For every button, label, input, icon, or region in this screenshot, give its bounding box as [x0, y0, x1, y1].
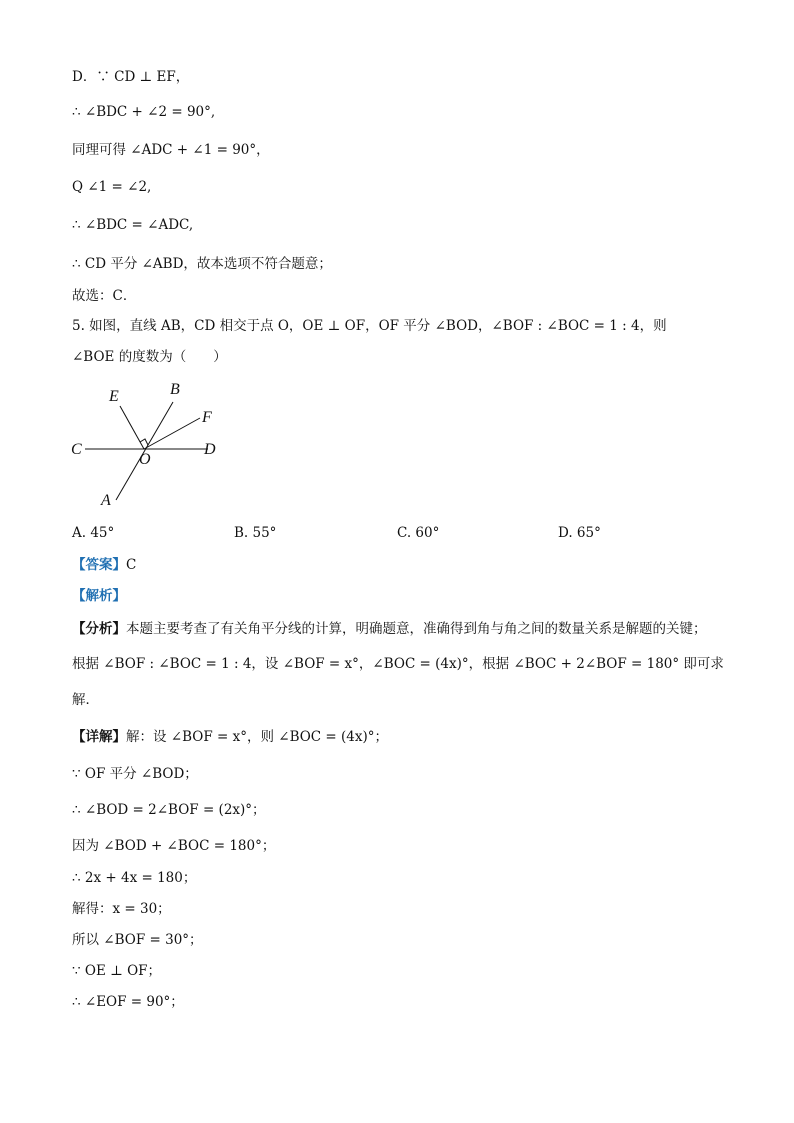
- solution-line-7: 故选：C．: [72, 288, 137, 304]
- detail-line-4: 因为 ∠BOD + ∠BOC = 180°；: [72, 838, 276, 854]
- analysis-text-1: 本题主要考查了有关角平分线的计算，明确题意，准确得到角与角之间的数量关系是解题的关键；: [126, 621, 707, 637]
- detail-line-3: ∴ ∠BOD = 2∠BOF = (2x)°；: [72, 802, 266, 818]
- question-text: 5. 如图，直线 AB，CD 相交于点 O，OE ⊥ OF，OF 平分 ∠BOD，∠BOF : ∠BOC = 1 : 4，则: [72, 318, 667, 334]
- label-E: E: [109, 388, 119, 405]
- answer-tag: 【答案】: [72, 557, 126, 573]
- question-text-cont: ∠BOE 的度数为（ ）: [72, 349, 227, 365]
- answer-value: C: [126, 557, 137, 573]
- ray-oe: [120, 406, 144, 449]
- option-a: A. 45°: [72, 525, 115, 541]
- solution-line-1: D．∵ CD ⊥ EF，: [72, 69, 190, 85]
- label-C: C: [71, 441, 82, 458]
- label-A: A: [101, 492, 111, 509]
- detail-line-5: ∴ 2x + 4x = 180；: [72, 870, 197, 886]
- answer-line: [72, 556, 136, 574]
- detail-line-2: ∵ OF 平分 ∠BOD；: [72, 766, 198, 782]
- analysis-tag: 【解析】: [72, 588, 126, 604]
- solution-line-5: ∴ ∠BDC = ∠ADC,: [72, 217, 194, 233]
- label-D: D: [204, 441, 216, 458]
- option-c: C. 60°: [397, 525, 440, 541]
- label-O: O: [139, 451, 151, 468]
- detail-line-9: ∴ ∠EOF = 90°；: [72, 994, 184, 1010]
- detail-line-8: ∵ OE ⊥ OF；: [72, 963, 162, 979]
- ray-of: [144, 418, 200, 449]
- detail-label: 【详解】: [72, 729, 126, 745]
- analysis-line-1: [72, 620, 707, 638]
- option-b: B. 55°: [234, 525, 277, 541]
- analysis-label: 【分析】: [72, 621, 126, 637]
- geometry-figure: [60, 372, 240, 512]
- detail-text-1: 解：设 ∠BOF = x°，则 ∠BOC = (4x)°；: [126, 729, 389, 745]
- analysis-line-3: 解．: [72, 692, 99, 708]
- solution-line-4: Q ∠1 = ∠2,: [72, 179, 152, 195]
- detail-line-7: 所以 ∠BOF = 30°；: [72, 932, 203, 948]
- option-d: D. 65°: [558, 525, 601, 541]
- solution-line-6: ∴ CD 平分 ∠ABD，故本选项不符合题意；: [72, 256, 332, 272]
- analysis-line-2: 根据 ∠BOF : ∠BOC = 1 : 4，设 ∠BOF = x°，∠BOC = (4x)°，根据 ∠BOC + 2∠BOF = 180° 即可求: [72, 656, 724, 672]
- label-F: F: [202, 409, 212, 426]
- detail-line-1: [72, 728, 388, 746]
- detail-line-6: 解得：x = 30；: [72, 901, 171, 917]
- solution-line-2: ∴ ∠BDC + ∠2 = 90°,: [72, 104, 216, 120]
- label-B: B: [170, 381, 180, 398]
- analysis-heading: [72, 587, 126, 605]
- solution-line-3: 同理可得 ∠ADC + ∠1 = 90°，: [72, 142, 270, 158]
